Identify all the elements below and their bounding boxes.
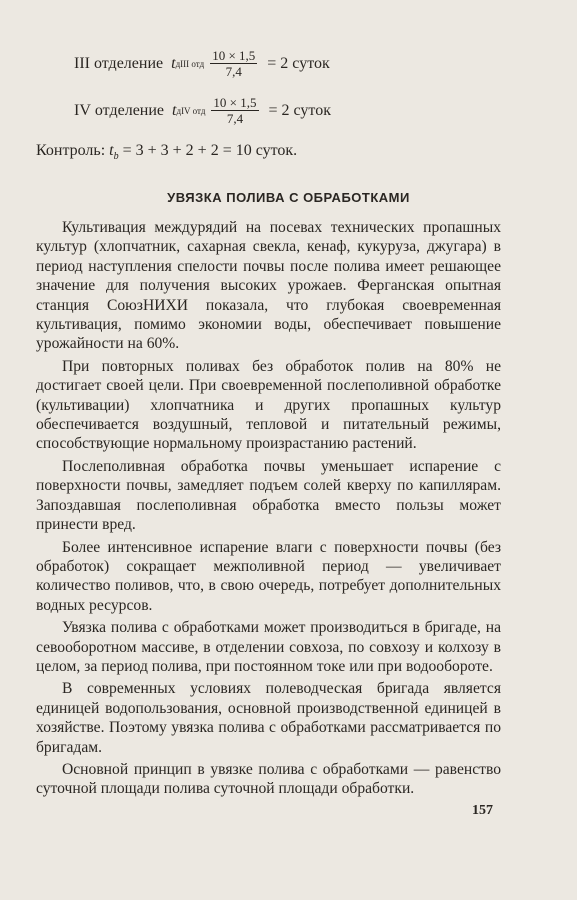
formula-label: отделение <box>94 101 165 119</box>
paragraph: Увязка полива с обработками может производиться в бригаде, на севооборотном массиве, в отделении совхоза, по совхозу и колхозу в целом, за период полива, при постоянном токе или при водообороте. <box>36 619 501 675</box>
formula-subscript: д <box>175 58 181 69</box>
formula-variable: t <box>171 54 176 72</box>
formula-superscript: III отд <box>180 58 205 69</box>
page-number: 157 <box>472 803 493 818</box>
control-variable: t <box>109 142 114 159</box>
control-subscript: b <box>113 151 119 163</box>
control-label: Контроль: <box>36 142 106 159</box>
formula-variable: t <box>172 101 177 119</box>
formula-iv <box>74 95 331 126</box>
body-text <box>36 218 501 802</box>
formula-result: = 2 суток <box>268 101 331 119</box>
control-sum <box>36 142 297 162</box>
formula-prefix: IV <box>74 101 91 119</box>
paragraph: В современных условиях полеводческая бригада является единицей водопользования, основной производственной единицей в хозяйстве. Поэтому увязка полива с обработками рассматривается по бригадам. <box>36 680 501 756</box>
formula-iii <box>74 48 330 79</box>
formula-subscript: д <box>176 105 182 116</box>
paragraph: Культивация междурядий на посевах технических пропашных культур (хлопчатник, сахарная свекла, кенаф, кукуруза, джугара) в период наступления спелости почвы после полива имеет решающее значение для получения высоких урожаев. Ферганская опытная станция СоюзНИХИ показала, что глубокая своевременная культивация, помимо экономии воды, обеспечивает повышение урожайности на 60%. <box>36 219 501 353</box>
control-expression: = 3 + 3 + 2 + 2 = 10 суток. <box>122 142 298 159</box>
fraction-denominator: 7,4 <box>225 64 242 79</box>
paragraph: При повторных поливах без обработок полив на 80% не достигает своей цели. При своевременной послеполивной обработке (культивации) хлопчатника и других пропашных культур обеспечивается воздушный, тепловой и питательный режимы, способствующие нормальному произрастанию растений. <box>36 357 501 453</box>
paragraph: Послеполивная обработка почвы уменьшает испарение с поверхности почвы, замедляет подъем солей кверху по капиллярам. Запоздавшая послеполивная обработка вместо пользы может принести вред. <box>36 457 501 534</box>
formula-prefix: III <box>74 54 90 72</box>
fraction-denominator: 7,4 <box>226 111 244 126</box>
formula-fraction <box>211 95 258 126</box>
section-title: УВЯЗКА ПОЛИВА С ОБРАБОТКАМИ <box>167 190 410 205</box>
formula-label: отделение <box>93 54 164 72</box>
formula-fraction <box>210 48 257 79</box>
formula-result: = 2 суток <box>267 54 330 72</box>
paragraph: Более интенсивное испарение влаги с поверхности почвы (без обработок) сокращает межполивной период — увеличивает количество поливов, что, в свою очередь, потребует дополнительных водных ресурсов. <box>36 538 501 614</box>
formula-superscript: IV отд <box>181 105 206 116</box>
paragraph: Основной принцип в увязке полива с обработками — равенство суточной площади полива суточной площади обработки. <box>36 760 501 798</box>
fraction-numerator: 10 × 1,5 <box>213 95 257 110</box>
fraction-numerator: 10 × 1,5 <box>212 48 256 63</box>
